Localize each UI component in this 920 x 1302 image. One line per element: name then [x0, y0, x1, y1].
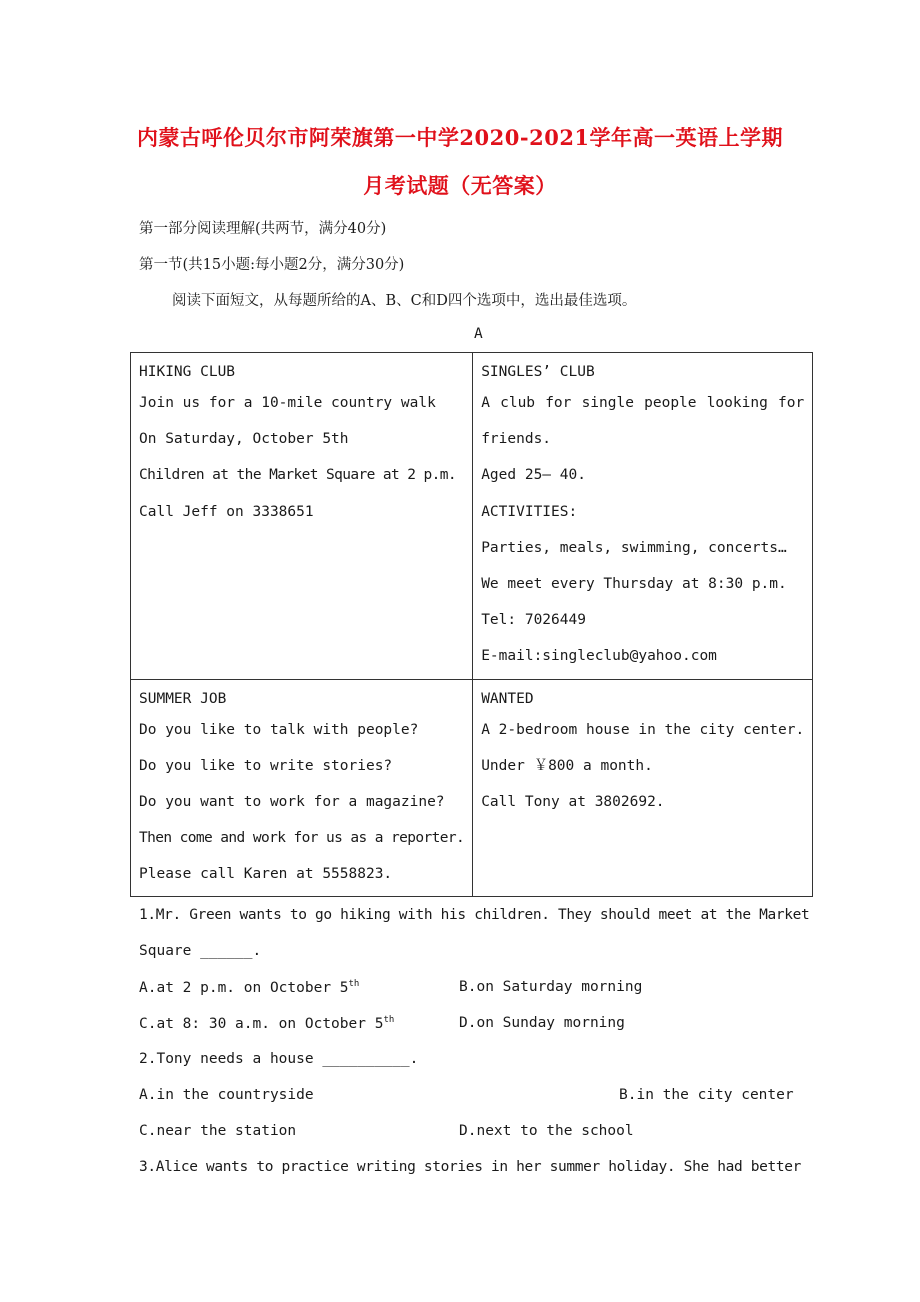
singles-word: for	[545, 395, 572, 411]
singles-word: looking	[706, 395, 768, 411]
singles-word: club	[500, 395, 536, 411]
singles-line: Aged 25— 40.	[481, 467, 586, 484]
q1-option-d: D.on Sunday morning	[459, 1015, 625, 1031]
q1-option-c	[139, 1015, 394, 1032]
q2-option-d: D.next to the school	[459, 1123, 634, 1139]
section-heading: 第一节(共15小题:每小题2分，满分30分)	[139, 257, 405, 273]
singles-line: Tel: 7026449	[481, 612, 586, 629]
hiking-line: On Saturday, October 5th	[139, 431, 349, 448]
hiking-club-ad	[131, 353, 473, 680]
q1-option-c-text: C.at 8: 30 a.m. on October 5	[139, 1015, 384, 1032]
singles-word: A	[481, 395, 490, 411]
wanted-line: Under ￥800 a month.	[481, 757, 653, 774]
summer-line: Do you want to work for a magazine?	[139, 793, 445, 810]
q3-stem: 3.Alice wants to practice writing stories in her summer holiday. She had better	[139, 1159, 801, 1175]
q1-option-b: B.on Saturday morning	[459, 979, 643, 995]
summer-line: Please call Karen at 5558823.	[139, 866, 393, 883]
q2-option-b: B.in the city center	[619, 1087, 794, 1103]
ads-row-1	[131, 353, 813, 680]
q2-stem: 2.Tony needs a house __________.	[139, 1051, 419, 1067]
summer-title: SUMMER JOB	[139, 690, 227, 707]
q1-option-a-text: A.at 2 p.m. on October 5	[139, 979, 349, 996]
hiking-title: HIKING CLUB	[139, 364, 236, 380]
singles-word: for	[777, 395, 805, 411]
summer-line: Then come and work for us as a reporter.	[139, 830, 465, 847]
q2-option-a: A.in the countryside	[139, 1087, 314, 1103]
q2-option-c: C.near the station	[139, 1123, 297, 1139]
singles-line: ACTIVITIES:	[481, 503, 578, 520]
ads-row-2	[131, 679, 813, 897]
q1-option-c-sup: th	[383, 1015, 395, 1025]
exam-title-line1: 内蒙古呼伦贝尔市阿荣旗第一中学2020-2021学年高一英语上学期	[136, 125, 784, 150]
instruction-text: 阅读下面短文，从每题所给的A、B、C和D四个选项中，选出最佳选项。	[172, 293, 637, 309]
singles-line: friends.	[481, 431, 552, 448]
exam-title-line2: 月考试题（无答案）	[363, 173, 557, 198]
wanted-line: A 2-bedroom house in the city center.	[481, 721, 805, 738]
hiking-line: Join us for a 10-mile country walk	[139, 395, 436, 411]
singles-club-ad	[473, 353, 813, 680]
wanted-title: WANTED	[481, 690, 534, 707]
singles-word: single	[581, 395, 634, 411]
singles-line: E-mail:singleclub@yahoo.com	[481, 648, 717, 665]
q1-option-a-sup: th	[348, 979, 360, 989]
q1-stem-line1: 1.Mr. Green wants to go hiking with his children. They should meet at the Market	[139, 907, 810, 923]
singles-line-justified	[481, 385, 804, 421]
q1-stem-line2: Square ______.	[139, 943, 262, 959]
hiking-line: Children at the Market Square at 2 p.m.	[139, 467, 457, 484]
hiking-line: Call Jeff on 3338651	[139, 503, 314, 520]
wanted-ad	[473, 679, 813, 897]
summer-line: Do you like to talk with people?	[139, 721, 419, 738]
part-heading: 第一部分阅读理解(共两节，满分40分)	[139, 221, 387, 237]
singles-line: Parties, meals, swimming, concerts…	[481, 539, 787, 556]
wanted-line: Call Tony at 3802692.	[481, 793, 665, 810]
singles-word: people	[644, 395, 697, 411]
singles-line: We meet every Thursday at 8:30 p.m.	[481, 575, 787, 592]
summer-line: Do you like to write stories?	[139, 757, 393, 774]
q1-option-a	[139, 979, 359, 996]
summer-job-ad	[131, 679, 473, 897]
singles-title: SINGLES’ CLUB	[481, 364, 595, 380]
ads-table	[130, 352, 813, 897]
passage-label: A	[474, 326, 483, 342]
